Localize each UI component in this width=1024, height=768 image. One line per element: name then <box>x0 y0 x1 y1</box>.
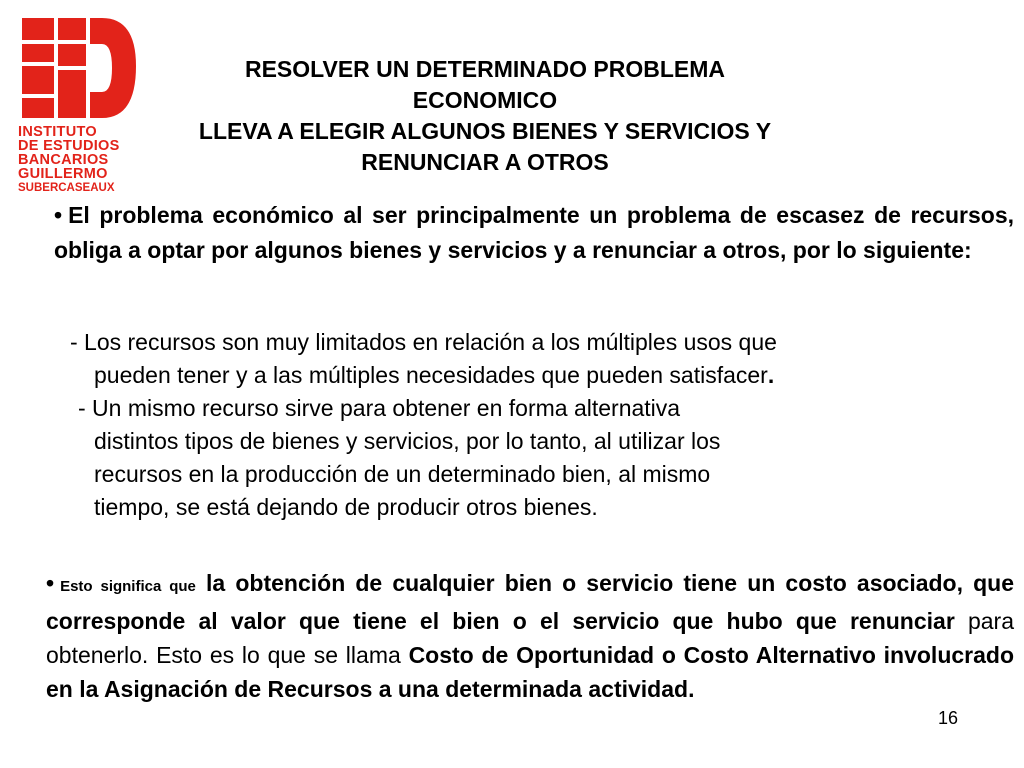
list-line-3: - Un mismo recurso sirve para obtener en forma alternativa <box>78 395 681 421</box>
list-line-1: - Los recursos son muy limitados en relación a los múltiples usos que <box>70 329 777 355</box>
logo-line-2: DE ESTUDIOS <box>18 138 120 154</box>
logo-line-1: INSTITUTO <box>18 124 97 140</box>
paragraph-3-part-2: para obtenerlo. Esto es lo que se llama <box>46 608 1015 668</box>
title-line-2: LLEVA A ELEGIR ALGUNOS BIENES Y SERVICIOS Y <box>198 118 772 144</box>
bullet-paragraph-2 <box>46 566 1014 706</box>
slide-title <box>180 54 790 178</box>
dash-list <box>70 326 970 524</box>
ieb-logo-mark <box>22 18 136 118</box>
institute-logo <box>18 18 140 208</box>
list-line-4: distintos tipos de bienes y servicios, por lo tanto, al utilizar los <box>94 428 721 454</box>
list-line-2: pueden tener y a las múltiples necesidades que pueden satisfacer. <box>94 362 775 388</box>
paragraph-3-part-1: la obtención de cualquier bien o servicio tiene un costo asociado, que corresponde al valor que tiene el bien o el servicio que hubo que renunciar <box>46 570 1015 634</box>
list-line-5: recursos en la producción de un determinado bien, al mismo <box>94 461 711 487</box>
paragraph-1-text: El problema económico al ser principalmente un problema de escasez de recursos, obliga a optar por algunos bienes y servicios y a renunciar a otros, por lo siguiente: <box>54 202 1014 263</box>
logo-text <box>18 125 140 195</box>
bullet-icon: • <box>54 202 63 228</box>
paragraph-3-lead: Esto significa que <box>60 578 196 595</box>
paragraph-3-part-3: Costo de Oportunidad o Costo Alternativo involucrado en la Asignación de Recursos a una determinada actividad. <box>46 642 1015 702</box>
title-line-3: RENUNCIAR A OTROS <box>361 149 609 175</box>
logo-line-3: BANCARIOS <box>18 152 109 168</box>
page-number: 16 <box>938 708 959 728</box>
bullet-icon: • <box>46 570 55 596</box>
title-line-1: RESOLVER UN DETERMINADO PROBLEMA ECONOMICO <box>244 56 726 113</box>
bullet-paragraph-1 <box>54 198 1014 268</box>
list-line-6: tiempo, se está dejando de producir otros bienes. <box>94 494 598 520</box>
logo-line-5: SUBERCASEAUX <box>18 182 115 194</box>
logo-line-4: GUILLERMO <box>18 166 108 182</box>
